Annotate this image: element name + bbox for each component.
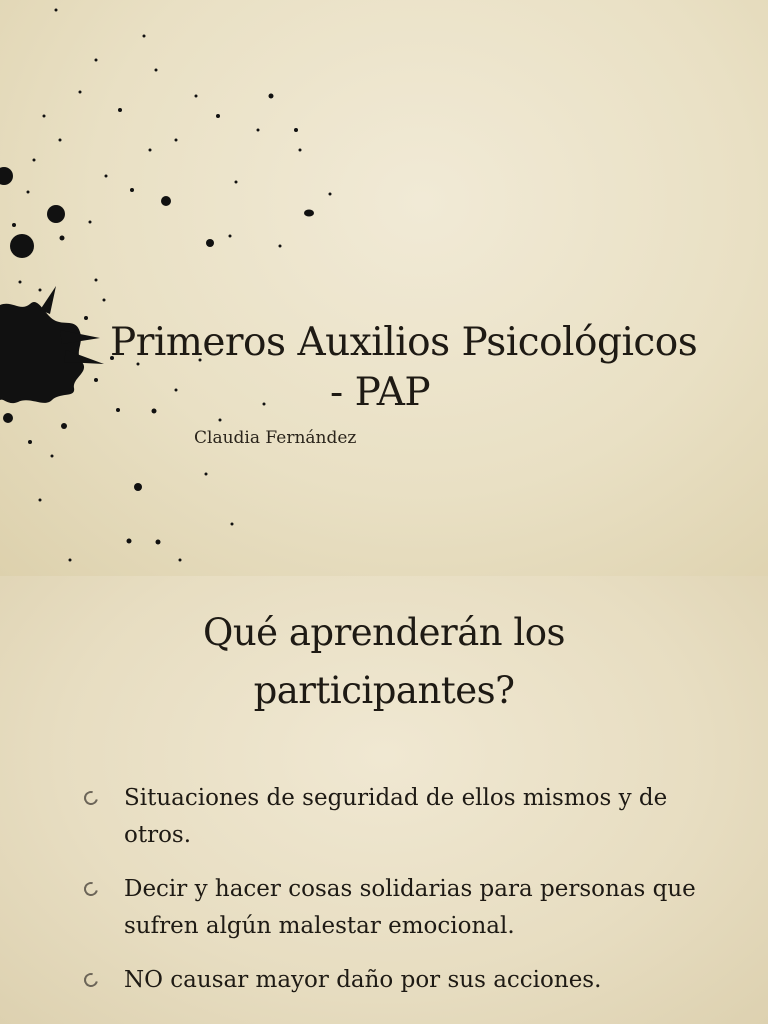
bullet-text: NO causar mayor daño por sus acciones.	[124, 967, 602, 993]
list-item	[84, 871, 704, 945]
heading-line-2: participantes?	[253, 669, 515, 712]
bullet-list	[84, 780, 704, 1016]
content-slide	[0, 576, 768, 1024]
ink-splatter-icon	[0, 0, 360, 576]
open-circle-bullet-icon	[81, 970, 100, 989]
open-circle-bullet-icon	[81, 879, 100, 898]
bullet-text: Situaciones de seguridad de ellos mismos y de otros.	[124, 785, 668, 848]
title-line-2: - PAP	[330, 370, 431, 415]
title-line-1: Primeros Auxilios Psicológicos	[110, 320, 698, 365]
list-item	[84, 962, 704, 999]
heading-line-1: Qué aprenderán los	[203, 611, 565, 654]
bullet-text: Decir y hacer cosas solidarias para personas que sufren algún malestar emocional.	[124, 876, 696, 939]
page-title	[110, 318, 720, 418]
open-circle-bullet-icon	[81, 788, 100, 807]
list-item	[84, 780, 704, 854]
slide-heading	[0, 604, 768, 720]
author-name: Claudia Fernández	[194, 428, 357, 448]
